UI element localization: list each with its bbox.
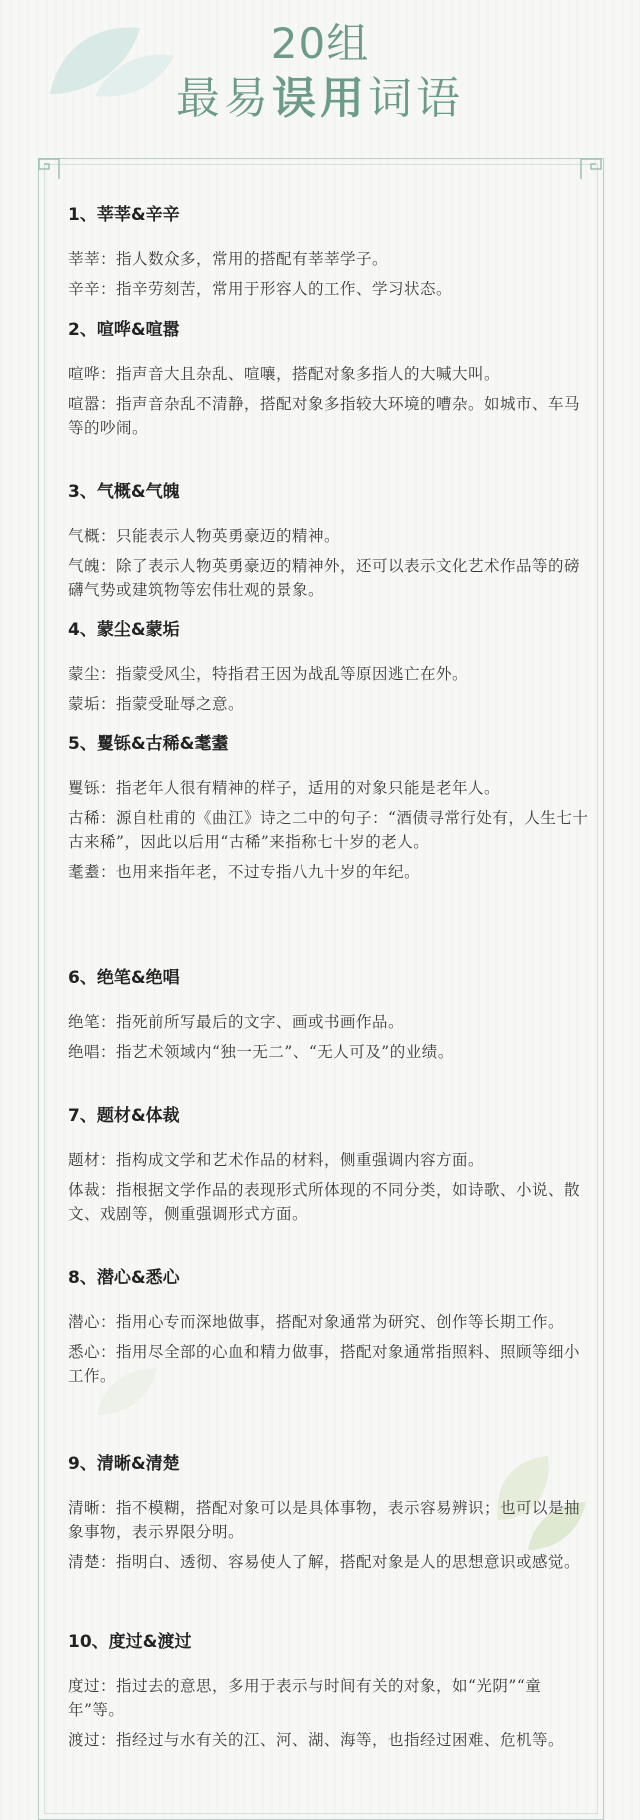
section-9 xyxy=(68,1452,590,1580)
section-heading: 6、绝笔&绝唱 xyxy=(68,968,180,988)
section-4 xyxy=(68,618,590,722)
paragraph: 绝唱：指艺术领域内“独一无二”、“无人可及”的业绩。 xyxy=(68,1043,454,1061)
corner-ornament-left-icon xyxy=(38,158,60,180)
section-heading: 5、矍铄&古稀&耄耋 xyxy=(68,734,229,754)
paragraph: 气概：只能表示人物英勇豪迈的精神。 xyxy=(68,527,341,545)
section-2 xyxy=(68,318,590,446)
paragraph: 渡过：指经过与水有关的江、河、湖、海等，也指经过困难、危机等。 xyxy=(68,1731,565,1749)
corner-ornament-right-icon xyxy=(580,158,602,180)
paragraph: 体裁：指根据文学作品的表现形式所体现的不同分类，如诗歌、小说、散文、戏剧等，侧重强调形式方面。 xyxy=(68,1181,581,1223)
section-heading: 9、清晰&清楚 xyxy=(68,1454,180,1474)
section-heading: 10、度过&渡过 xyxy=(68,1632,192,1652)
paragraph: 喧嚣：指声音杂乱不清静，搭配对象多指较大环境的嘈杂。如城市、车马等的吵闹。 xyxy=(68,395,581,437)
title-pre: 最易 xyxy=(176,73,272,124)
section-7 xyxy=(68,1104,590,1232)
paragraph: 题材：指构成文学和艺术作品的材料，侧重强调内容方面。 xyxy=(68,1151,485,1169)
paragraph: 古稀：源自杜甫的《曲江》诗之二中的句子：“酒债寻常行处有，人生七十古来稀”，因此以后用“古稀”来指称七十岁的老人。 xyxy=(68,809,589,851)
paragraph: 喧哗：指声音大且杂乱、喧嚷，搭配对象多指人的大喊大叫。 xyxy=(68,365,501,383)
paragraph: 悉心：指用尽全部的心血和精力做事，搭配对象通常指照料、照顾等细小工作。 xyxy=(68,1343,581,1385)
paragraph: 矍铄：指老年人很有精神的样子，适用的对象只能是老年人。 xyxy=(68,779,501,797)
section-3 xyxy=(68,480,590,608)
paragraph: 气魄：除了表示人物英勇豪迈的精神外，还可以表示文化艺术作品等的磅礴气势或建筑物等宏伟壮观的景象。 xyxy=(68,557,581,599)
page-title xyxy=(0,18,640,128)
paragraph: 潜心：指用心专而深地做事，搭配对象通常为研究、创作等长期工作。 xyxy=(68,1313,565,1331)
title-emphasis: 误用 xyxy=(272,73,368,124)
title-line-1: 20组 xyxy=(270,19,370,68)
paragraph: 绝笔：指死前所写最后的文字、画或书画作品。 xyxy=(68,1013,405,1031)
title-line-2 xyxy=(0,70,640,128)
section-heading: 7、题材&体裁 xyxy=(68,1106,180,1126)
paragraph: 辛辛：指辛劳刻苦，常用于形容人的工作、学习状态。 xyxy=(68,280,453,298)
section-8 xyxy=(68,1266,590,1394)
paragraph: 蒙尘：指蒙受风尘，特指君王因为战乱等原因逃亡在外。 xyxy=(68,665,469,683)
section-heading: 3、气概&气魄 xyxy=(68,482,180,502)
paragraph: 度过：指过去的意思，多用于表示与时间有关的对象，如“光阴”“童年”等。 xyxy=(68,1677,542,1719)
paragraph: 耄耋：也用来指年老，不过专指八九十岁的年纪。 xyxy=(68,863,421,881)
paragraph: 清楚：指明白、透彻、容易使人了解，搭配对象是人的思想意识或感觉。 xyxy=(68,1553,581,1571)
paragraph: 蒙垢：指蒙受耻辱之意。 xyxy=(68,695,245,713)
section-heading: 1、莘莘&辛辛 xyxy=(68,205,180,225)
paragraph: 清晰：指不模糊，搭配对象可以是具体事物，表示容易辨识；也可以是抽象事物，表示界限分明。 xyxy=(68,1499,581,1541)
section-heading: 8、潜心&悉心 xyxy=(68,1268,180,1288)
title-post: 词语 xyxy=(368,73,464,124)
section-10 xyxy=(68,1630,590,1758)
section-1 xyxy=(68,203,590,307)
section-5 xyxy=(68,732,590,890)
section-heading: 2、喧哗&喧嚣 xyxy=(68,320,180,340)
paragraph: 莘莘：指人数众多，常用的搭配有莘莘学子。 xyxy=(68,250,389,268)
section-6 xyxy=(68,966,590,1070)
section-heading: 4、蒙尘&蒙垢 xyxy=(68,620,180,640)
